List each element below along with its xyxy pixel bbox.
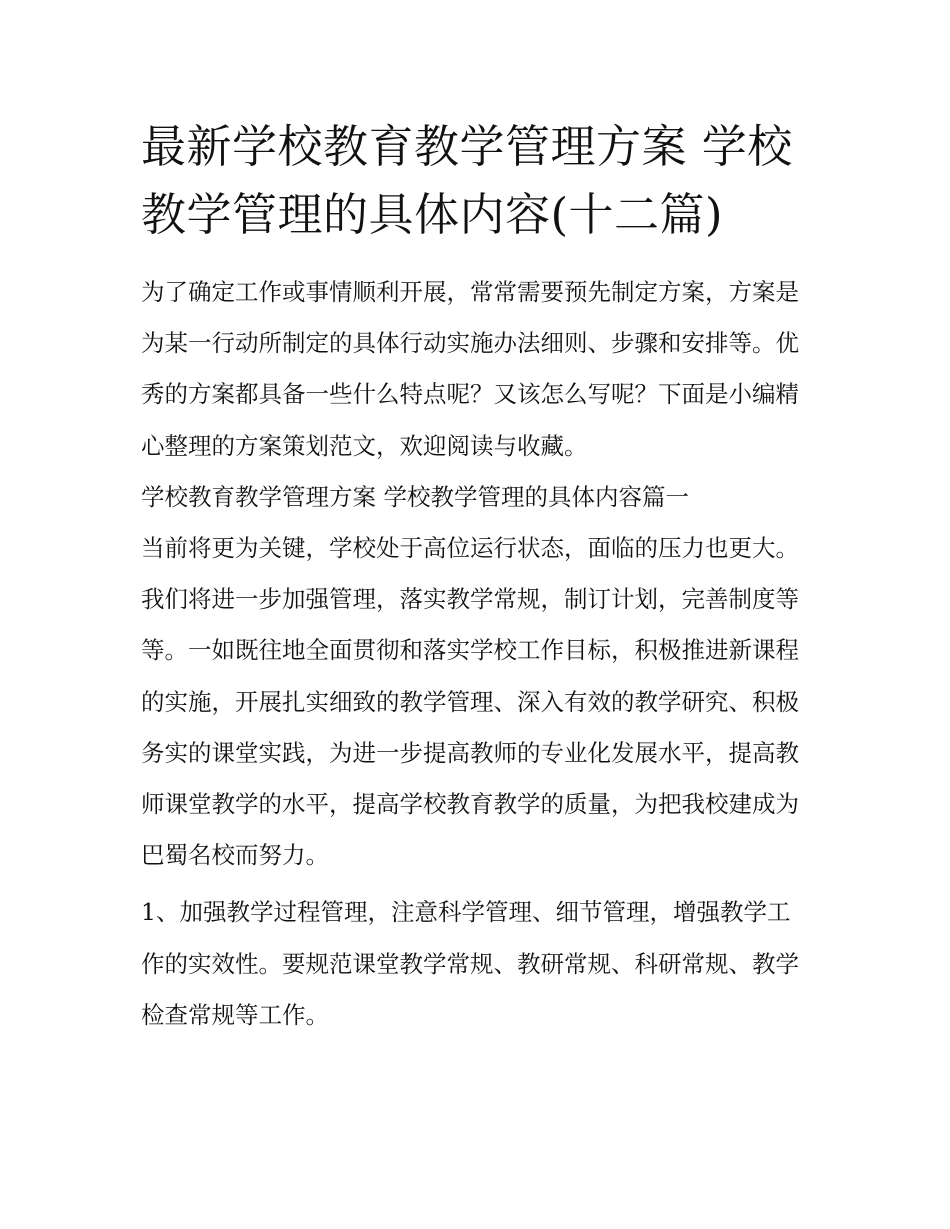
document-content: [141, 113, 813, 1041]
section-heading: 学校教育教学管理方案 学校教学管理的具体内容篇一: [141, 482, 689, 511]
document-title: 最新学校教育教学管理方案 学校教学管理的具体内容(十二篇): [141, 120, 793, 241]
document-body: [141, 267, 813, 1041]
numbered-paragraph-1: 1、加强教学过程管理，注意科学管理、细节管理，增强教学工作的实效性。要规范课堂教学常规、教研常规、科研常规、教学检查常规等工作。: [141, 898, 799, 1029]
intro-paragraph: 为了确定工作或事情顺利开展，常常需要预先制定方案，方案是为某一行动所制定的具体行动实施办法细则、步骤和安排等。优秀的方案都具备一些什么特点呢？又该怎么写呢？下面是小编精心整理的方案策划范文，欢迎阅读与收藏。: [141, 278, 799, 460]
body-paragraph: 当前将更为关键，学校处于高位运行状态，面临的压力也更大。我们将进一步加强管理，落实教学常规，制订计划，完善制度等等。一如既往地全面贯彻和落实学校工作目标，积极推进新课程的实施，开展扎实细致的教学管理、深入有效的教学研究、积极务实的课堂实践，为进一步提高教师的专业化发展水平，提高教师课堂教学的水平，提高学校教育教学的质量，为把我校建成为巴蜀名校而努力。: [141, 534, 799, 870]
